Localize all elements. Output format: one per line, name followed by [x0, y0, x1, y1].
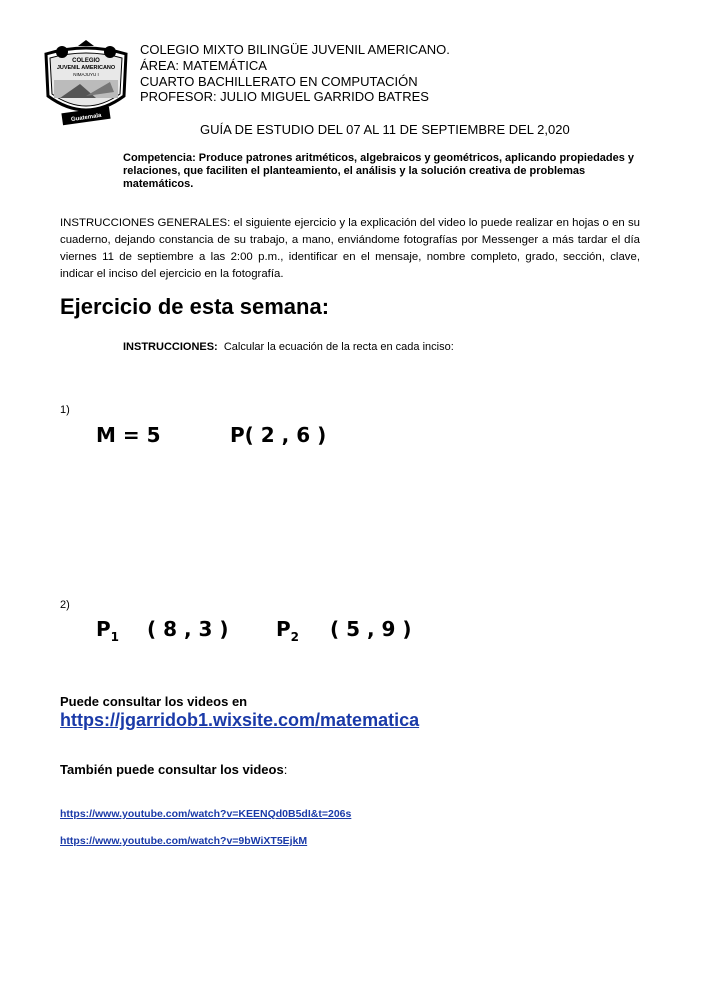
- problem-1-slope: M = 5: [96, 423, 161, 447]
- p2-letter: P: [276, 617, 291, 641]
- school-logo: [40, 40, 132, 126]
- guide-title: GUÍA DE ESTUDIO DEL 07 AL 11 DE SEPTIEMBRE DEL 2,020: [200, 122, 570, 137]
- p2-subscript: 2: [290, 630, 300, 644]
- teacher: PROFESOR: JULIO MIGUEL GARRIDO BATRES: [140, 89, 429, 104]
- instructions: [123, 341, 454, 353]
- p1-letter: P: [96, 617, 111, 641]
- instructions-text: Calcular la ecuación de la recta en cada inciso:: [223, 341, 454, 353]
- youtube-link-1[interactable]: https://www.youtube.com/watch?v=KEENQd0B5dI&t=206s: [60, 808, 352, 820]
- website-link[interactable]: https://jgarridob1.wixsite.com/matematica: [60, 710, 420, 730]
- problem-1-point: P( 2 , 6 ): [230, 423, 327, 447]
- exercise-title: Ejercicio de esta semana:: [60, 294, 330, 319]
- instructions-label: INSTRUCCIONES:: [123, 341, 218, 353]
- problem-2-p2: [276, 617, 299, 644]
- youtube-link-2[interactable]: https://www.youtube.com/watch?v=9bWiXT5EjkM: [60, 835, 308, 847]
- area: ÁREA: MATEMÁTICA: [140, 58, 267, 73]
- consult-text: Puede consultar los videos en: [60, 694, 248, 709]
- logo-ribbon: Guatemala: [70, 112, 102, 124]
- grade: CUARTO BACHILLERATO EN COMPUTACIÓN: [140, 74, 418, 89]
- problem-2-p1: [96, 617, 119, 644]
- also-colon: :: [283, 762, 288, 777]
- problem-2-p2-value: ( 5 , 9 ): [330, 617, 412, 641]
- problem-2-p1-value: ( 8 , 3 ): [147, 617, 229, 641]
- general-instructions: INSTRUCCIONES GENERALES: el siguiente ejercicio y la explicación del video lo puede realizar en hojas o en su cuaderno, dejando constancia de su trabajo, a mano, enviándome fotografías por Messenger a más tardar el día viernes 11 de septiembre a las 2:00 p.m., identificar en el mensaje, nombre completo, grado, sección, clave, indicar el inciso del ejercicio en la fotografía.: [60, 217, 640, 280]
- competencia: Competencia: Produce patrones aritméticos, algebraicos y geométricos, aplicando propiedades y relaciones, que faciliten el planteamiento, el análisis y la solución creativa de problemas matemáticos.: [123, 152, 635, 190]
- problem-2-number: 2): [60, 599, 70, 611]
- p1-subscript: 1: [110, 630, 120, 644]
- logo-line1: COLEGIO: [72, 58, 100, 64]
- school-name: COLEGIO MIXTO BILINGÜE JUVENIL AMERICANO.: [140, 42, 450, 57]
- also-consult-text: [60, 762, 287, 777]
- logo-line3: NIMAJUYU I: [73, 72, 99, 77]
- problem-1-number: 1): [60, 404, 70, 416]
- logo-line2: JUVENIL AMERICANO: [56, 65, 116, 71]
- also-text: También puede consultar los videos: [60, 762, 284, 777]
